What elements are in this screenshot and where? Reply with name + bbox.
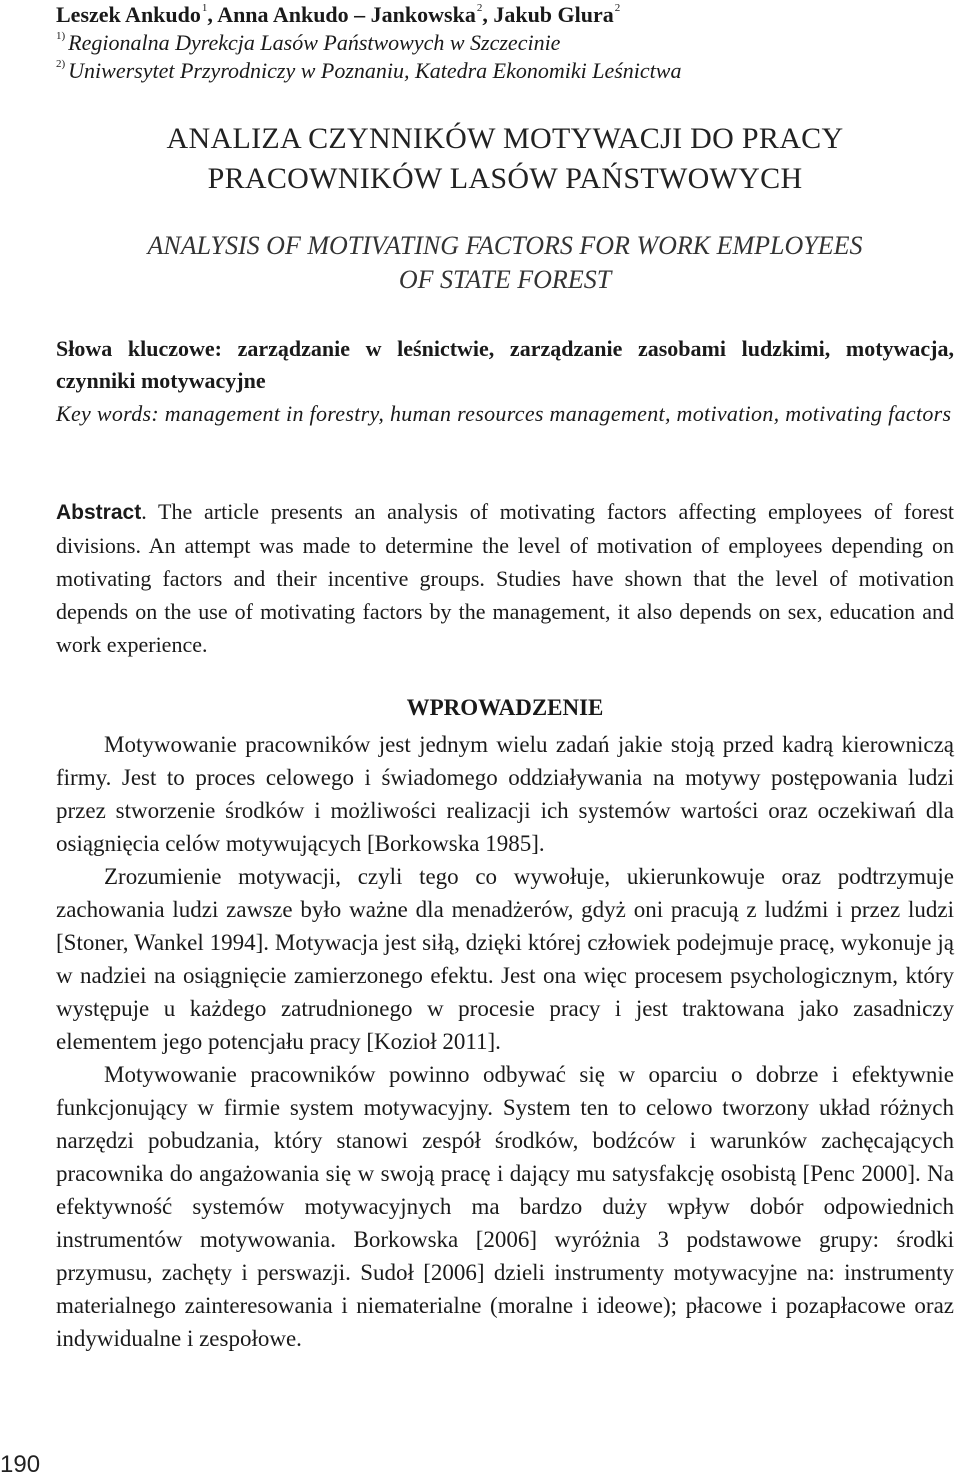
affiliation-mark: 1): [56, 30, 66, 42]
affiliation-text: Uniwersytet Przyrodniczy w Poznaniu, Katedra Ekonomiki Leśnictwa: [68, 58, 682, 83]
affiliation: [56, 30, 560, 56]
paper-title-polish: [56, 119, 954, 199]
affiliation-text: Regionalna Dyrekcja Lasów Państwowych w Szczecinie: [68, 30, 561, 55]
author-separator: ,: [207, 2, 218, 27]
affiliation-mark: 2): [56, 58, 66, 70]
abstract-text: . The article presents an analysis of motivating factors affecting employees of forest divisions. An attempt was made to determine the level of motivation of employees depending on motivating factors and their incentive groups. Studies have shown that the level of motivation depends on the use of motivating factors by the management, it also depends on sex, education and work experience.: [56, 499, 954, 657]
title-line: ANALIZA CZYNNIKÓW MOTYWACJI DO PRACY: [166, 122, 844, 155]
paragraph: Zrozumienie motywacji, czyli tego co wywołuje, ukierunkowuje oraz podtrzymuje zachowania ludzi zawsze było ważne dla menadżerów, gdyż oni pracują z ludźmi i przez ludzi [Stoner, Wankel 1994]. Motywacja jest siłą, dzięki której człowiek podejmuje pracę, wykonuje ją w nadziei na osiągnięcie zamierzonego efektu. Jest ona więc procesem psychologicznym, który występuje u każdego zatrudnionego w procesie pracy i jest traktowana jako zasadniczy elementem jego potencjału pracy [Kozioł 2011].: [56, 864, 954, 1054]
section-heading: WPROWADZENIE: [406, 695, 604, 720]
paragraph: Motywowanie pracowników powinno odbywać się w oparciu o dobrze i efektywnie funkcjonujący w firmie system motywacyjny. System ten to celowo tworzony układ różnych narzędzi pobudzania, który stanowi zespół środków, bodźców i warunków zachęcających pracownika do angażowania się w swoją pracę i dający mu satysfakcję osobistą [Penc 2000]. Na efektywność systemów motywacyjnych ma bardzo duży wpływ dobór odpowiednich instrumentów motywowania. Borkowska [2006] wyróżnia 3 podstawowe grupy: środki przymusu, zachęty i perswazji. Sudoł [2006] dzieli instrumenty motywacyjne na: instrumenty materialnego zainteresowania i niematerialne (moralne i ideowe); płacowe i pozapłacowe oraz indywidualne i zespołowe.: [56, 1062, 954, 1351]
paragraph: Motywowanie pracowników jest jednym wielu zadań jakie stoją przed kadrą kierowniczą firmy. Jest to proces celowego i świadomego oddziaływania na motywy postępowania ludzi przez stworzenie środków i możliwości realizacji ich systemów wartości oraz oczekiwań dla osiągnięcia celów motywujących [Borkowska 1985].: [56, 732, 954, 856]
abstract: [56, 495, 954, 661]
author-name: Jakub Glura: [493, 2, 614, 27]
body-text: [56, 728, 954, 1355]
author-superscript: 1: [201, 2, 208, 14]
page-number: 190: [0, 1451, 41, 1478]
author-line: [56, 2, 620, 28]
title-line: ANALYSIS OF MOTIVATING FACTORS FOR WORK EMPLOYEES: [147, 231, 863, 260]
title-line: OF STATE FOREST: [398, 265, 612, 294]
author-superscript: 2: [476, 2, 483, 14]
author-name: Anna Ankudo – Jankowska: [217, 2, 476, 27]
paper-title-english: [56, 229, 954, 297]
keywords-english: Key words: management in forestry, human resources management, motivation, motivating factors: [56, 401, 952, 426]
affiliation: [56, 58, 681, 84]
author-separator: ,: [482, 2, 494, 27]
abstract-label: Abstract: [56, 501, 142, 524]
author-superscript: 2: [614, 2, 621, 14]
title-line: PRACOWNIKÓW LASÓW PAŃSTWOWYCH: [207, 162, 803, 195]
keywords-polish: Słowa kluczowe: zarządzanie w leśnictwie, zarządzanie zasobami ludzkimi, motywacja, czynniki motywacyjne: [56, 336, 954, 393]
author-name: Leszek Ankudo: [56, 2, 201, 27]
